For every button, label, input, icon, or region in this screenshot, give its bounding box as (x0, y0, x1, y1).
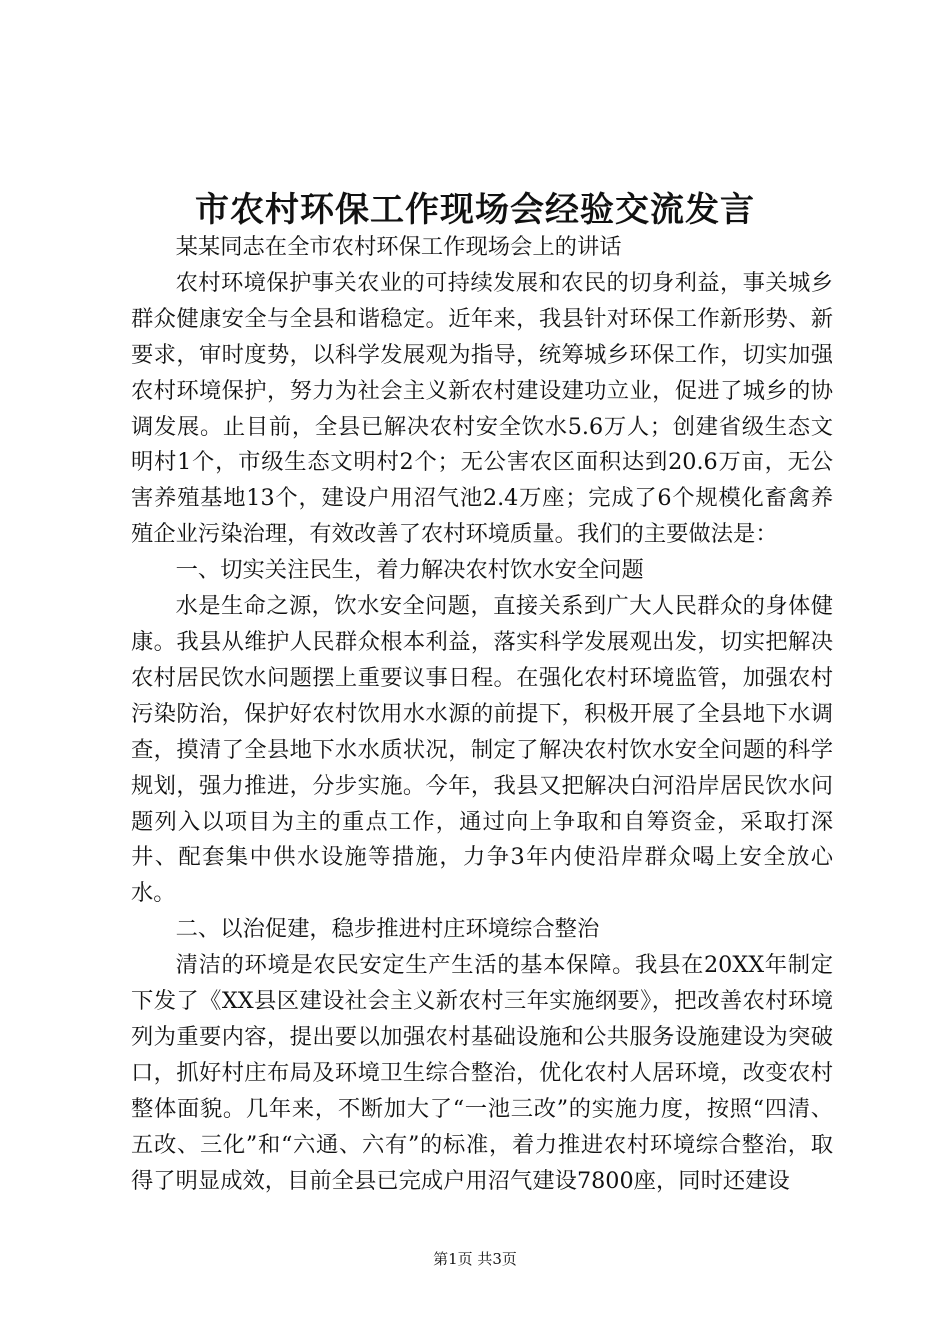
document-title: 市农村环保工作现场会经验交流发言 (195, 190, 755, 230)
section-paragraph-1: 水是生命之源，饮水安全问题，直接关系到广大人民群众的身体健康。我县从维护人民群众根本利益，落实科学发展观出发，切实把解决农村居民饮水问题摆上重要议事日程。在强化农村环境监管，加强农村污染防治，保护好农村饮用水水源的前提下，积极开展了全县地下水调查，摸清了全县地下水水质状况，制定了解决农村饮水安全问题的科学规划，强力推进，分步实施。今年，我县又把解决白河沿岸居民饮水问题列入以项目为主的重点工作，通过向上争取和自筹资金，采取打深井、配套集中供水设施等措施，力争3年内使沿岸群众喝上安全放心水。 (131, 593, 833, 907)
section-paragraph-2: 清洁的环境是农民安定生产生活的基本保障。我县在20XX年制定下发了《XX县区建设社会主义新农村三年实施纲要》，把改善农村环境列为重要内容，提出要以加强农村基础设施和公共服务设施建设为突破口，抓好村庄布局及环境卫生综合整治，优化农村人居环境，改变农村整体面貌。几年来，不断加大了“一池三改”的实施力度，按照“四清、五改、三化”和“六通、六有”的标准，着力推进农村环境综合整治，取得了明显成效，目前全县已完成户用沼气建设7800座，同时还建设 (131, 952, 833, 1194)
section-heading-1: 一、切实关注民生，着力解决农村饮水安全问题 (175, 557, 644, 584)
page-number-footer: 第1页 共3页 (433, 1250, 517, 1268)
document-body (131, 230, 833, 1199)
section-heading-2: 二、以治促建，稳步推进村庄环境综合整治 (175, 916, 600, 943)
speech-subtitle: 某某同志在全市农村环保工作现场会上的讲话 (175, 234, 622, 260)
intro-paragraph: 农村环境保护事关农业的可持续发展和农民的切身利益，事关城乡群众健康安全与全县和谐稳定。近年来，我县针对环保工作新形势、新要求，审时度势，以科学发展观为指导，统筹城乡环保工作，切实加强农村环境保护，努力为社会主义新农村建设建功立业，促进了城乡的协调发展。止目前，全县已解决农村安全饮水5.6万人；创建省级生态文明村1个，市级生态文明村2个；无公害农区面积达到20.6万亩，无公害养殖基地13个，建设户用沼气池2.4万座；完成了6个规模化畜禽养殖企业污染治理，有效改善了农村环境质量。我们的主要做法是： (131, 269, 833, 548)
